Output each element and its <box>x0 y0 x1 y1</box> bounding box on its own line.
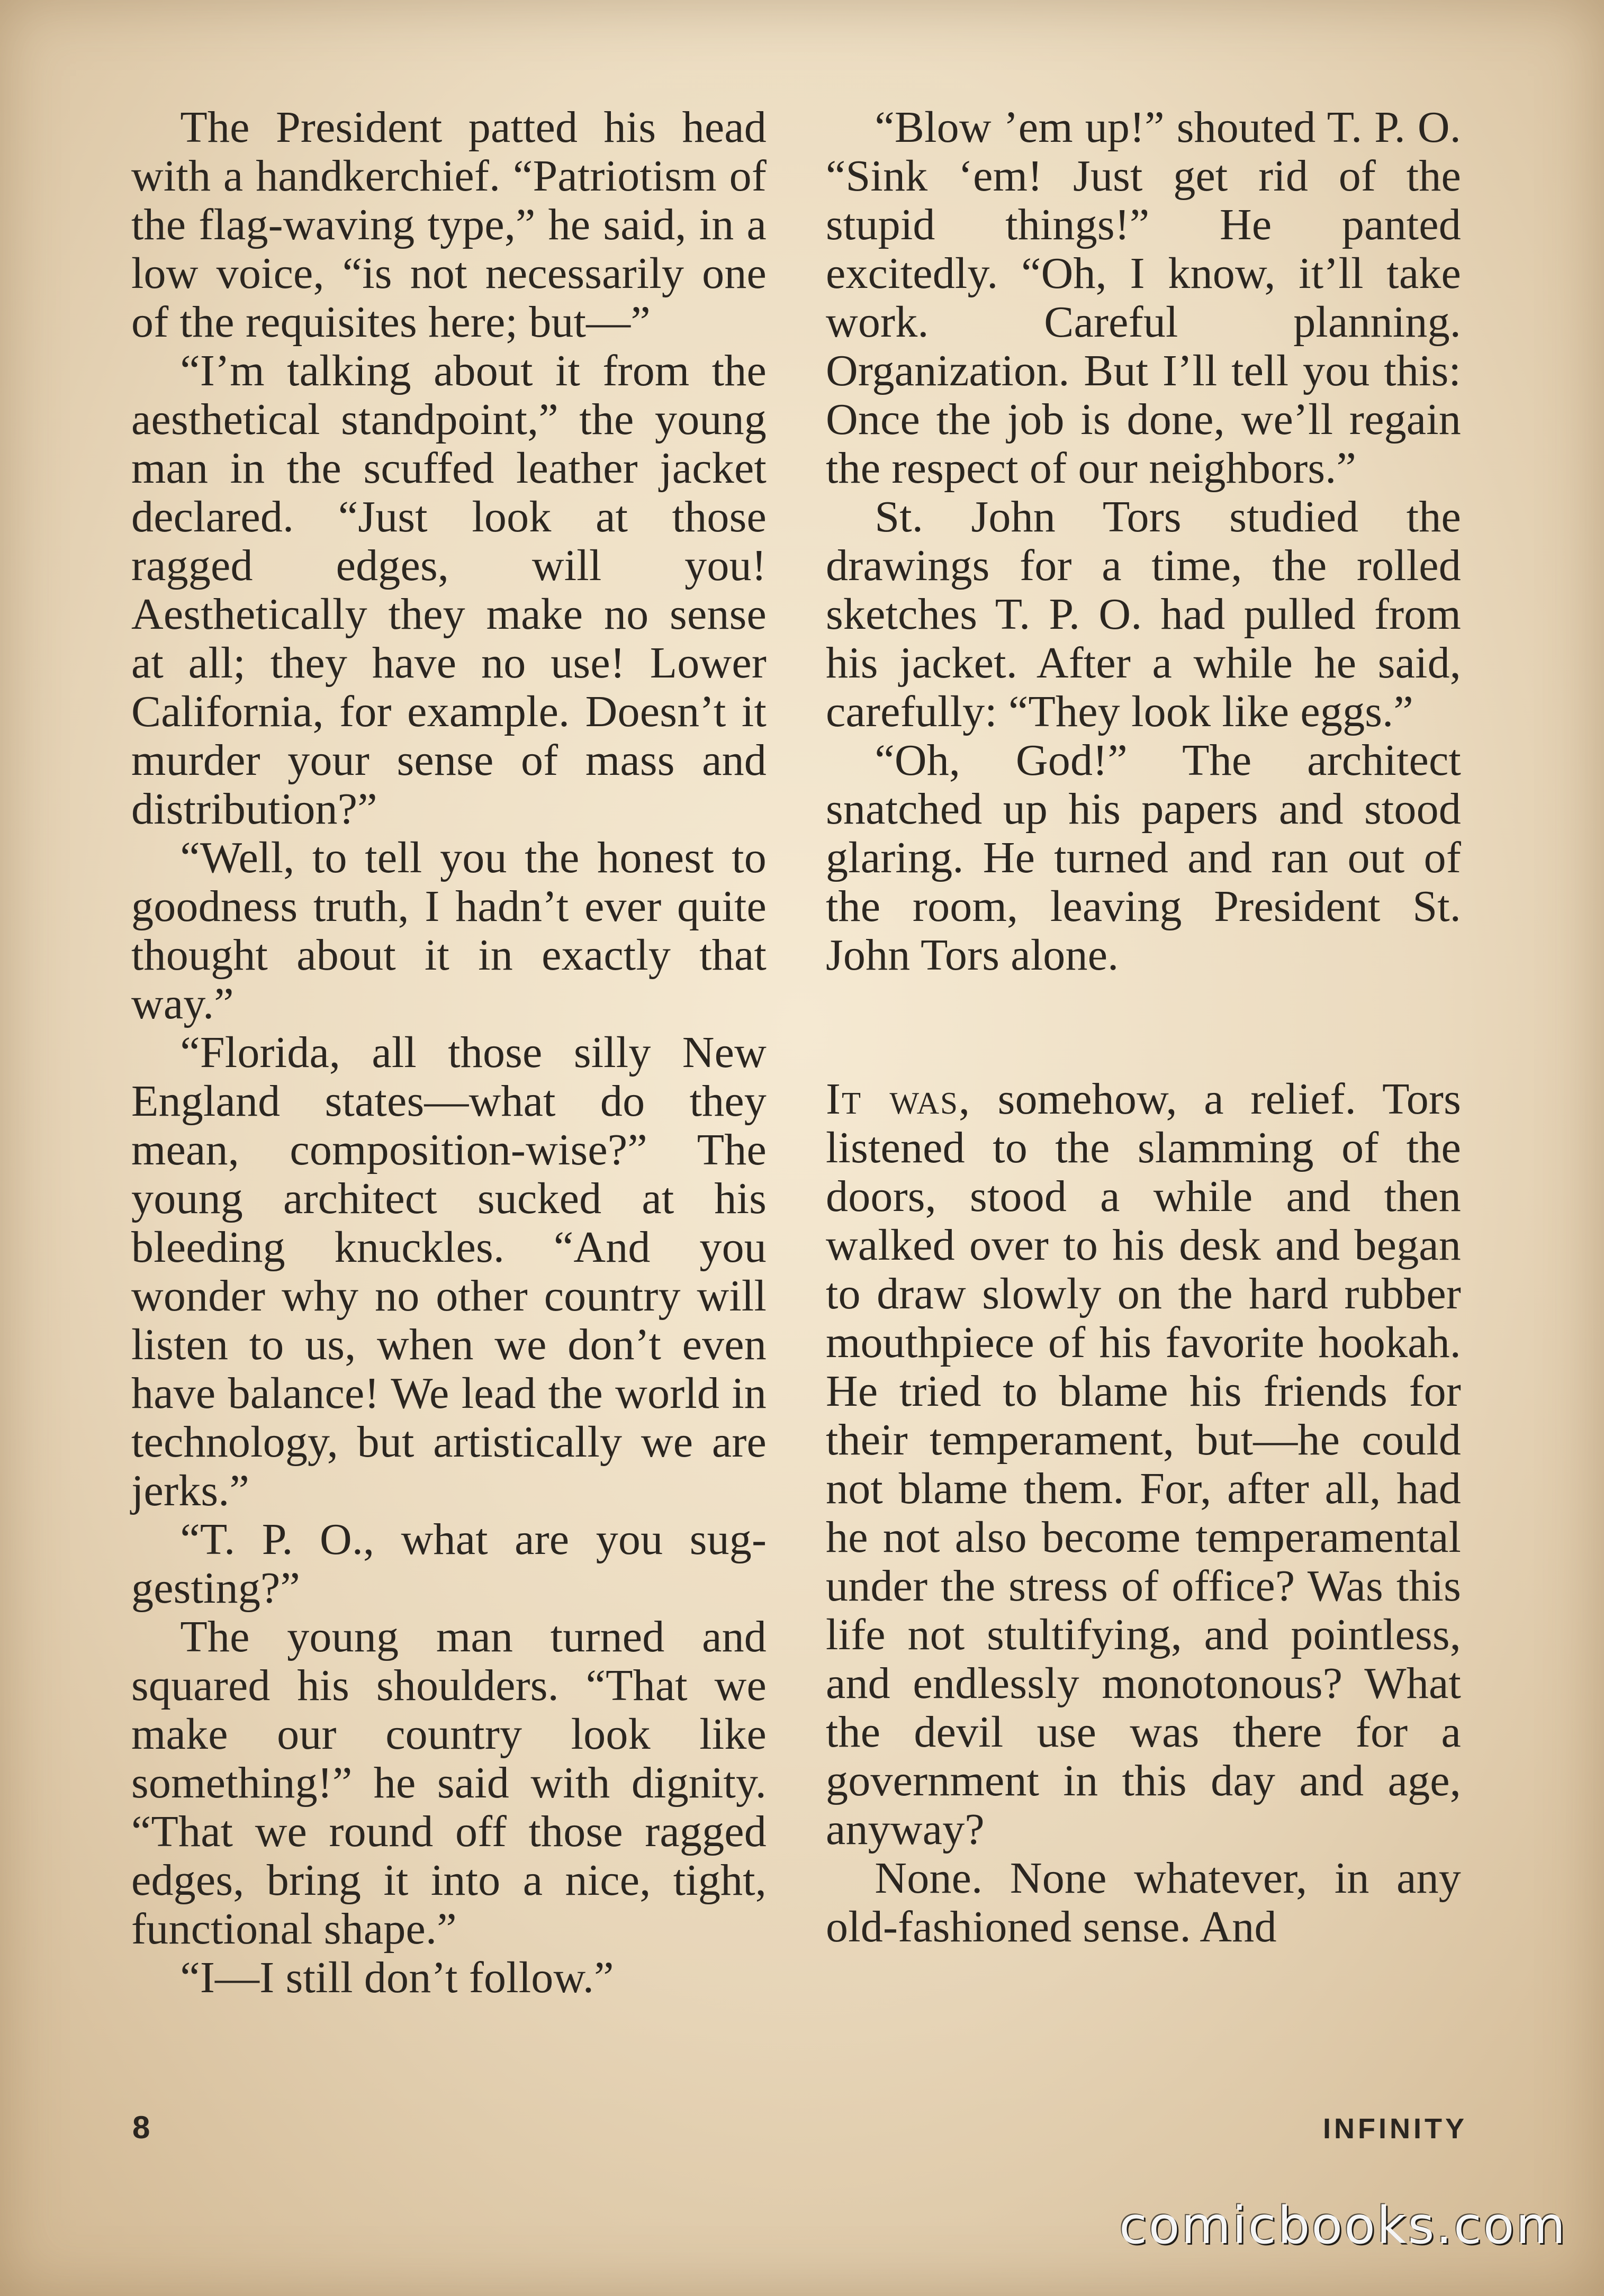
paragraph: “I’m talking about it from the aesthetical standpoint,” the young man in the scuffed leather jacket declared. “Just look at those ragged edges, will you! Aesthetically they make no sense at all; they have no use! Lower California, for example. Doesn’t it murder your sense of mass and distribution?” <box>131 346 767 834</box>
paragraph: “T. P. O., what are you suggesting?” <box>131 1515 767 1613</box>
section-break <box>826 980 1461 1075</box>
paragraph: The President patted his head with a handkerchief. “Patriotism of the flag-waving type,” he said, in a low voice, “is not necessarily one of the requisites here; but—” <box>131 103 767 347</box>
section-opening-text: somehow, a relief. Tors listened to the slamming of the doors, stood a while and then walked over to his desk and began to draw slowly on the hard rubber mouthpiece of his favorite hookah. He tried to blame his friends for their temperament, but—he could not blame them. For, after all, had he not also become temperamental under the stress of office? Was this life not stultifying, and pointless, and endlessly monotonous? What the devil use was there for a government in this day and age, anyway? <box>826 1074 1461 1854</box>
paragraph: St. John Tors studied the drawings for a time, the rolled sketches T. P. O. had pulled from his jacket. After a while he said, carefully: “They look like eggs.” <box>826 492 1461 736</box>
paragraph: None. None whatever, in any old-fashioned sense. And <box>826 1854 1461 1951</box>
paragraph: “Well, to tell you the honest to goodness truth, I hadn’t ever quite thought about it in exactly that way.” <box>131 833 767 1028</box>
paragraph: The young man turned and squared his shoulders. “That we make our country look like something!” he said with dignity. “That we round off those ragged edges, bring it into a nice, tight, functional shape.” <box>131 1612 767 1954</box>
page-number: 8 <box>132 2110 150 2145</box>
paragraph: “Blow ’em up!” shouted T. P. O. “Sink ‘em! Just get rid of the stupid things!” He panted excitedly. “Oh, I know, it’ll take work. Careful planning. Organization. But I’ll tell you this: Once the job is done, we’ll regain the respect of our neighbors.” <box>826 103 1461 493</box>
right-text-column <box>826 103 1461 1951</box>
site-watermark: comicbooks.com <box>1119 2196 1567 2255</box>
section-lead-in: It was, <box>826 1074 971 1124</box>
paragraph: “Oh, God!” The architect snatched up his papers and stood glaring. He turned and ran out of the room, leaving President St. John Tors alone. <box>826 736 1461 980</box>
paragraph: “Florida, all those silly New England states—what do they mean, composition-wise?” The young architect sucked at his bleeding knuckles. “And you wonder why no other country will listen to us, when we don’t even have balance! We lead the world in technology, but artistically we are jerks.” <box>131 1028 767 1515</box>
magazine-title: INFINITY <box>1323 2113 1467 2145</box>
paragraph: “I—I still don’t follow.” <box>180 1953 614 2002</box>
left-text-column <box>131 103 767 2002</box>
section-opening-paragraph <box>826 1075 1461 1854</box>
